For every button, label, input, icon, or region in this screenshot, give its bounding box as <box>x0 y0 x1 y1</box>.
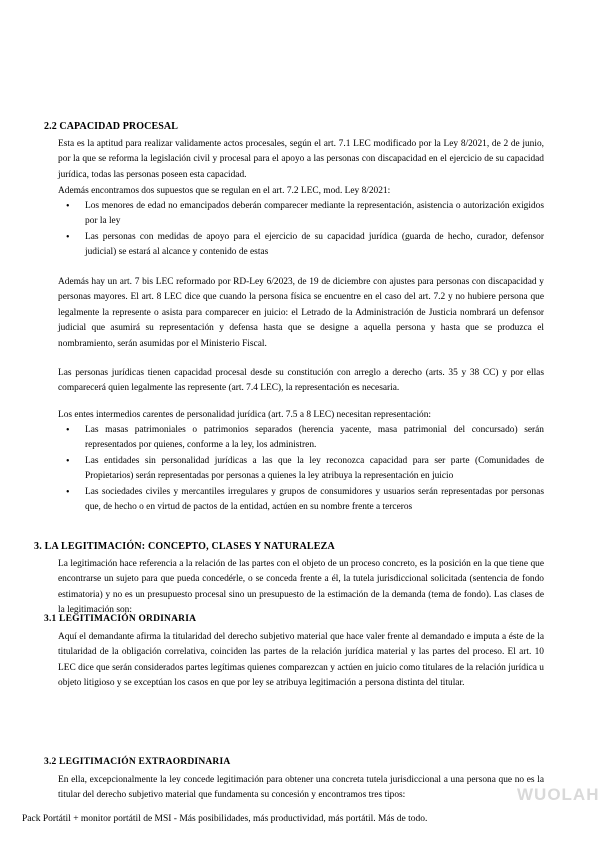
paragraph-personas-juridicas: Las personas jurídicas tienen capacidad procesal desde su constitución con arreglo a derecho (arts. 35 y 38 CC) y por ellas comparecerá quien legalmente las represente (art. 7.4 LEC), la representación es necesaria. <box>58 368 544 394</box>
list-item: • Las entidades sin personalidad jurídicas a las que la ley reconozca capacidad para ser parte (Comunidades de Propietarios) serán representadas por personas a quienes la ley atribuya la representación en juicio <box>66 455 544 482</box>
bullet-icon: • <box>66 455 70 467</box>
list-item: • Las masas patrimoniales o patrimonios separados (herencia yacente, masa patrimonial del concursado) serán representados por quienes, conforme a la ley, los administren. <box>66 425 544 451</box>
paragraph-capacidad-definicion: Esta es la aptitud para realizar validamente actos procesales, según el art. 7.1 LEC modificado por la Ley 8/2021, de 2 de junio, por la que se reforma la legislación civil y procesal para el apoyo a las personas con discapacidad en el ejercicio de su capacidad jurídica, todas las personas poseen esta capacidad. <box>58 139 544 180</box>
paragraph-supuestos-intro: Además encontramos dos supuestos que se regulan en el art. 7.2 LEC, mod. Ley 8/2021: <box>58 186 391 196</box>
bullet-icon: • <box>66 486 70 498</box>
paragraph-art-7-bis: Además hay un art. 7 bis LEC reformado por RD-Ley 6/2023, de 19 de diciembre con ajustes para personas con discapacidad y personas mayores. El art. 8 LEC dice que cuando la persona física se encuentre en el caso del art. 7.2 y no hubiere persona que legalmente la represente o asista para comparecer en juicio: el Letrado de la Administración de Justicia nombrará un defensor judicial que asumirá su representación y defensa hasta que se designe a aquella persona y hasta que se produzca el nombramiento, serán asumidas por el Ministerio Fiscal. <box>58 277 544 349</box>
bullet-list-supuestos <box>58 199 544 261</box>
subsection-heading-legitimacion-ordinaria: 3.1 LEGITIMACIÓN ORDINARIA <box>44 614 197 624</box>
paragraph-legitimacion-concepto: La legitimación hace referencia a la relación de las partes con el objeto de un proceso concreto, es la posición en la que tiene que encontrarse un sujeto para que pueda concedérle, o se conceda frente a él, la tutela jurisdiccional solicitada (sentencia de fondo estimatoria) y no es un presupuesto procesal sino un presupuesto de la estimación de la demanda (tema de fondo). Las clases de la legitimación son: <box>58 559 544 616</box>
bullet-icon: • <box>66 231 70 243</box>
bullet-icon: • <box>66 425 70 436</box>
watermark-logo: WUOLAH <box>517 785 600 804</box>
bullet-icon: • <box>66 201 70 212</box>
subsection-heading-legitimacion-extraordinaria: 3.2 LEGITIMACIÓN EXTRAORDINARIA <box>44 757 231 767</box>
list-item: • Las sociedades civiles y mercantiles irregulares y grupos de consumidores y usuarios serán representadas por personas que, de hecho o en virtud de pactos de la entidad, actúen en su nombre frente a terceros <box>66 486 544 513</box>
paragraph-legitimacion-extraordinaria: En ella, excepcionalmente la ley concede legitimación para obtener una concreta tutela jurisdiccional a una persona que no es la titular del derecho subjetivo material que fundamenta su concesión y encontramos tres tipos: <box>58 775 544 801</box>
list-item: • Los menores de edad no emancipados deberán comparecer mediante la representación, asistencia o autorización exigidos por la ley <box>66 201 544 227</box>
list-item: • Las personas con medidas de apoyo para el ejercicio de su capacidad jurídica (guarda de hecho, curador, defensor judicial) se estará al alcance y contenido de estas <box>66 231 544 258</box>
paragraph-legitimacion-ordinaria: Aquí el demandante afirma la titularidad del derecho subjetivo material que hace valer frente al demandado e imputa a éste de la titularidad de la obligación correlativa, coinciden las partes de la relación jurídica material y las partes del proceso. El art. 10 LEC dice que serán considerados partes legítimas quienes comparezcan y actúen en juicio como titulares de la relación jurídica u objeto litigioso y se exceptúan los casos en que por ley se atribuya legitimación a persona distinta del titular. <box>58 632 544 689</box>
paragraph-entes-intermedios: Los entes intermedios carentes de personalidad jurídica (art. 7.5 a 8 LEC) necesitan representación: <box>58 410 432 420</box>
bullet-list-entes <box>58 423 544 515</box>
section-heading-legitimacion: 3. LA LEGITIMACIÓN: CONCEPTO, CLASES Y NATURALEZA <box>34 541 335 552</box>
footer-advertisement-link[interactable]: Pack Portátil + monitor portátil de MSI - Más posibilidades, más productividad, más portátil. Más de todo. <box>22 814 428 824</box>
section-heading-capacidad-procesal: 2.2 CAPACIDAD PROCESAL <box>44 121 178 132</box>
